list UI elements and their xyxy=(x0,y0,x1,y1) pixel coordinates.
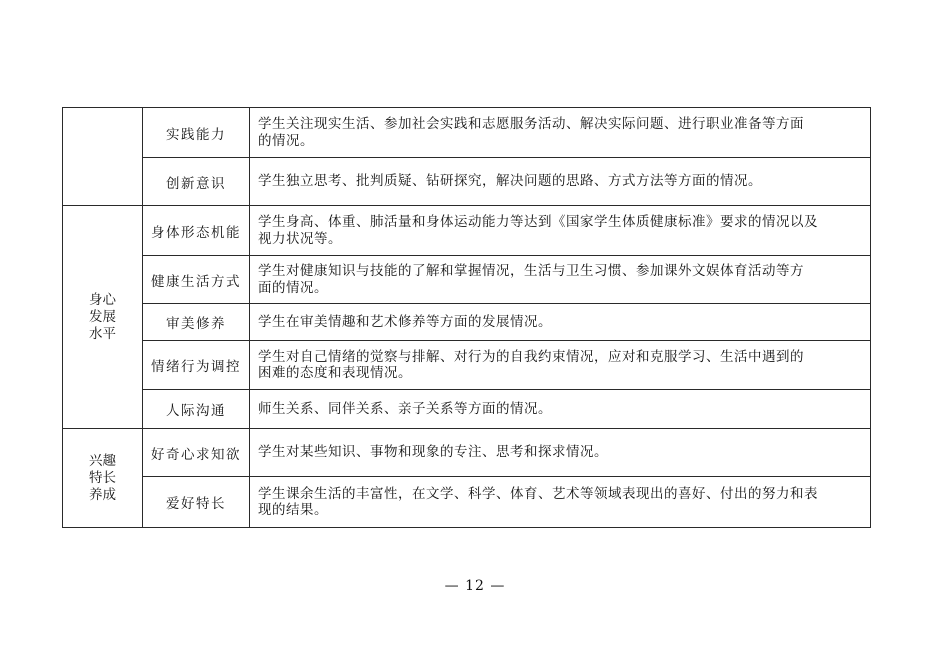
description-cell xyxy=(250,108,871,158)
description-cell xyxy=(250,304,871,341)
element-cell: 健康生活方式 xyxy=(143,256,250,304)
description-cell xyxy=(250,256,871,304)
dimension-cell xyxy=(63,108,143,206)
page-number: — 12 — xyxy=(444,578,506,594)
element-cell: 人际沟通 xyxy=(143,390,250,429)
description-line: 视力状况等。 xyxy=(258,230,342,247)
evaluation-content-table xyxy=(62,107,871,528)
description-cell xyxy=(250,429,871,477)
dimension-label-line: 养成 xyxy=(89,486,116,503)
dimension-label-line: 发展 xyxy=(89,308,116,325)
description-line: 学生对健康知识与技能的了解和掌握情况，生活与卫生习惯、参加课外文娱体育活动等方 xyxy=(258,263,804,279)
dimension-label-line: 兴趣 xyxy=(89,452,116,469)
description-cell xyxy=(250,390,871,429)
table-row xyxy=(63,304,871,341)
element-cell: 实践能力 xyxy=(143,108,250,158)
table-row xyxy=(63,256,871,304)
dimension-label-line: 特长 xyxy=(89,469,116,486)
description-line: 的情况。 xyxy=(258,132,314,149)
description-line: 学生独立思考、批判质疑、钻研探究，解决问题的思路、方式方法等方面的情况。 xyxy=(258,173,762,190)
description-line: 学生对某些知识、事物和现象的专注、思考和探求情况。 xyxy=(258,444,608,461)
element-cell: 审美修养 xyxy=(143,304,250,341)
table-row xyxy=(63,477,871,528)
table-row xyxy=(63,108,871,158)
description-line: 学生对自己情绪的觉察与排解、对行为的自我约束情况，应对和克服学习、生活中遇到的 xyxy=(258,348,804,365)
description-cell xyxy=(250,158,871,206)
table-row xyxy=(63,390,871,429)
dimension-cell xyxy=(63,206,143,429)
description-line: 学生关注现实生活、参加社会实践和志愿服务活动、解决实际问题、进行职业准备等方面 xyxy=(258,116,804,132)
table-row xyxy=(63,429,871,477)
element-cell: 创新意识 xyxy=(143,158,250,206)
dimension-cell xyxy=(63,429,143,528)
description-line: 现的结果。 xyxy=(258,502,328,518)
table-row xyxy=(63,206,871,256)
description-line: 师生关系、同伴关系、亲子关系等方面的情况。 xyxy=(258,400,552,417)
description-line: 困难的态度和表现情况。 xyxy=(258,365,412,381)
table-row xyxy=(63,158,871,206)
element-cell: 爱好特长 xyxy=(143,477,250,528)
description-cell xyxy=(250,477,871,528)
element-cell: 好奇心求知欲 xyxy=(143,429,250,477)
description-line: 面的情况。 xyxy=(258,279,328,296)
description-line: 学生课余生活的丰富性，在文学、科学、体育、艺术等领域表现出的喜好、付出的努力和表 xyxy=(258,485,818,502)
element-cell: 情绪行为调控 xyxy=(143,341,250,390)
description-cell xyxy=(250,341,871,390)
dimension-label-line: 身心 xyxy=(89,291,116,308)
element-cell: 身体形态机能 xyxy=(143,206,250,256)
description-line: 学生身高、体重、肺活量和身体运动能力等达到《国家学生体质健康标准》要求的情况以及 xyxy=(258,214,818,230)
table-row xyxy=(63,341,871,390)
description-cell xyxy=(250,206,871,256)
dimension-label-line: 水平 xyxy=(89,325,116,342)
description-line: 学生在审美情趣和艺术修养等方面的发展情况。 xyxy=(258,313,552,330)
